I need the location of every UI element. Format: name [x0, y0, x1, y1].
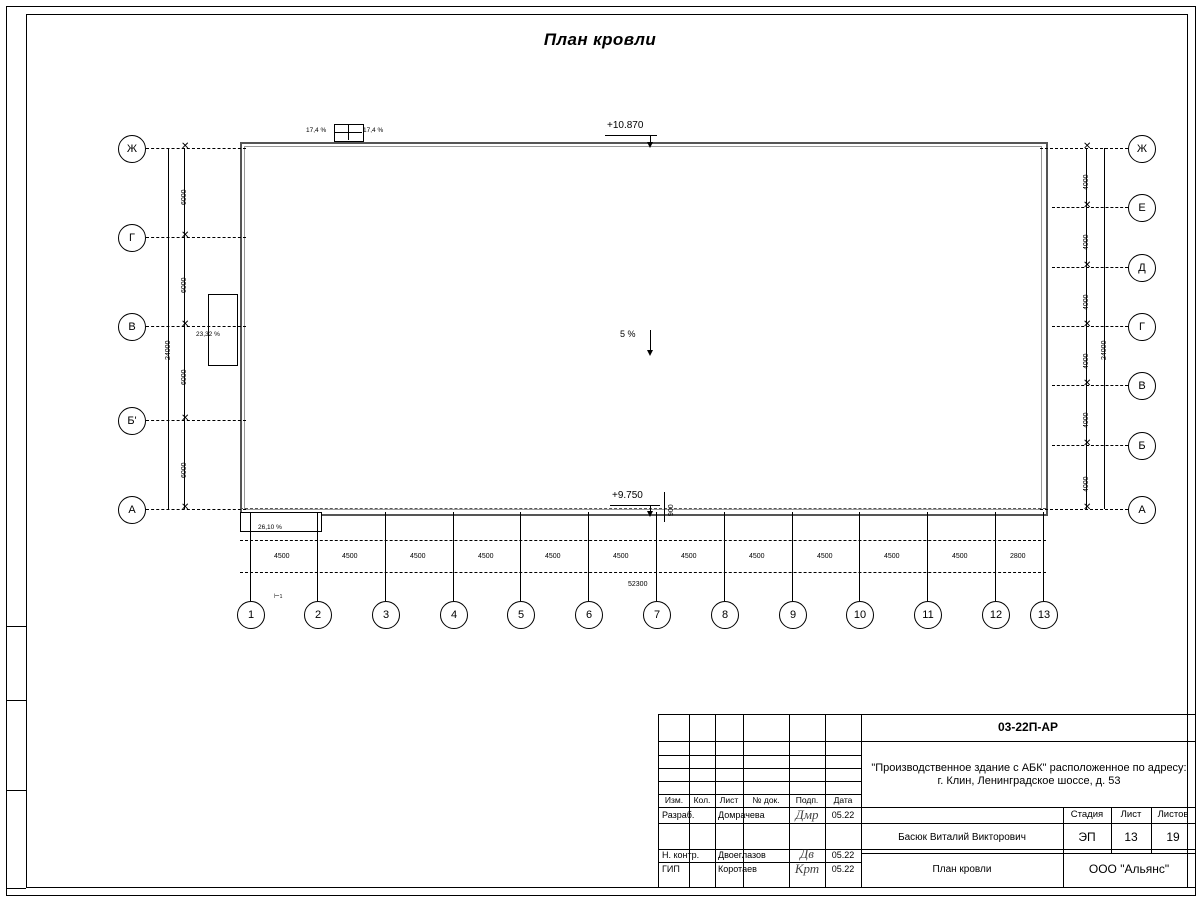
stamp-company: ООО "Альянс"	[1088, 862, 1170, 877]
slope-arrow-head	[647, 350, 653, 356]
stamp-name-0: Домрачева	[718, 809, 765, 820]
stamp-role-0: Разраб.	[662, 809, 695, 820]
axis-bubble-bottom-3: 3	[372, 601, 400, 629]
stamp-object-line1: "Производственное здание с АБК" расположенное по адресу:	[871, 762, 1187, 775]
stamp-date-2: 05.22	[831, 863, 855, 874]
axis-bubble-right-2: Е	[1128, 194, 1156, 222]
dim-tick-r1: ✕	[1083, 141, 1092, 152]
axis-ext-6	[588, 512, 589, 601]
dim-tick-l5: ✕	[181, 502, 190, 513]
dim-bottom-9: 4500	[817, 553, 833, 560]
stamp-role-1: Н. контр.	[662, 850, 700, 861]
axis-ext-5	[520, 512, 521, 601]
roof-inner-outline	[244, 146, 1042, 510]
axis-line-left-2	[146, 237, 246, 238]
axis-bubble-bottom-10: 10	[846, 601, 874, 629]
axis-ext-4	[453, 512, 454, 601]
title-block	[658, 714, 1196, 888]
page-title: План кровли	[543, 30, 657, 49]
stamp-date-0: 05.22	[831, 809, 855, 820]
axis-ext-13	[1043, 512, 1044, 601]
axis-bubble-left-2: Г	[118, 224, 146, 252]
dim-right-5: 4000	[1083, 412, 1090, 428]
dim-bottom-2: 4500	[342, 553, 358, 560]
axis-ext-1	[250, 512, 251, 601]
dim-left-1: 6000	[181, 189, 188, 205]
stamp-role-2: ГИП	[662, 863, 680, 874]
dim-tick-r6: ✕	[1083, 438, 1092, 449]
stamp-header-list: Лист	[719, 794, 739, 805]
stamp-header-podp: Подп.	[795, 794, 819, 805]
stamp-sign-0: Дмр	[795, 806, 819, 822]
axis-bubble-bottom-7: 7	[643, 601, 671, 629]
stamp-date-1: 05.22	[831, 850, 855, 861]
dim-bottom-11: 4500	[952, 553, 968, 560]
axis-line-left-4	[146, 420, 246, 421]
elevation-mark-top: +10.870	[607, 120, 644, 131]
dim-bottom-1: 4500	[274, 553, 290, 560]
stamp-hline-1	[659, 741, 1195, 742]
stamp-header-izm: Изм.	[664, 794, 684, 805]
elevation-top-arrow	[647, 142, 653, 148]
axis-bubble-right-3: Д	[1128, 254, 1156, 282]
dim-tick-l3: ✕	[181, 319, 190, 330]
dim-900: 900	[668, 504, 675, 516]
axis-bubble-bottom-1: 1	[237, 601, 265, 629]
left-canopy-box	[208, 294, 238, 366]
axis-line-left-5	[146, 509, 246, 510]
stamp-header-doc: № док.	[752, 794, 780, 805]
dim-bottom-12: 2800	[1010, 553, 1026, 560]
axis-line-left-1	[146, 148, 246, 149]
slope-label-2: 17,4 %	[363, 127, 384, 134]
dim-right-4: 4000	[1083, 353, 1090, 369]
dim-900-line	[664, 492, 665, 522]
slope-label-main: 5 %	[620, 329, 636, 339]
axis-bubble-bottom-8: 8	[711, 601, 739, 629]
dim-tick-l1: ✕	[181, 141, 190, 152]
dim-left-total: 24000	[165, 340, 172, 360]
dim-chain-left-outer	[168, 148, 169, 509]
dim-right-3: 4000	[1083, 294, 1090, 310]
dim-tick-r3: ✕	[1083, 260, 1092, 271]
axis-bubble-right-6: Б	[1128, 432, 1156, 460]
dim-right-1: 4000	[1083, 174, 1090, 190]
axis-bubble-left-4: Б'	[118, 407, 146, 435]
axis-bubble-right-1: Ж	[1128, 135, 1156, 163]
dim-bottom-5: 4500	[545, 553, 561, 560]
stamp-sheet-title: План кровли	[932, 864, 992, 876]
axis-bubble-left-5: А	[118, 496, 146, 524]
axis-bubble-right-5: В	[1128, 372, 1156, 400]
dim-bottom-6: 4500	[613, 553, 629, 560]
slope-label-1: 17,4 %	[306, 127, 327, 134]
stamp-name-2: Коротаев	[718, 863, 757, 874]
dim-chain-bottom-upper	[240, 540, 1046, 541]
stamp-sign-2: Крт	[794, 860, 820, 876]
dim-tick-r5: ✕	[1083, 378, 1092, 389]
axis-bubble-bottom-11: 11	[914, 601, 942, 629]
stamp-list-header: Лист	[1120, 808, 1142, 820]
axis-ext-7	[656, 512, 657, 601]
slope-arrow-line	[650, 330, 651, 352]
axis-bubble-bottom-9: 9	[779, 601, 807, 629]
dim-chain-bottom-lower	[240, 572, 1046, 573]
axis-line-left-3	[146, 326, 246, 327]
slope-label-4: 26,10 %	[258, 524, 282, 531]
dim-left-4: 6000	[181, 462, 188, 478]
axis-bubble-bottom-13: 13	[1030, 601, 1058, 629]
stamp-list-value: 13	[1124, 830, 1138, 845]
section-mark-1: ⊢1	[274, 593, 283, 600]
axis-bubble-bottom-2: 2	[304, 601, 332, 629]
elevation-bottom-arrow	[647, 511, 653, 517]
stamp-code: 03-22П-АР	[998, 720, 1058, 735]
stamp-stage-value: ЭП	[1078, 830, 1096, 845]
dim-right-6: 4000	[1083, 476, 1090, 492]
axis-ext-8	[724, 512, 725, 601]
dim-bottom-3: 4500	[410, 553, 426, 560]
stamp-object-line2: г. Клин, Ленинградское шоссе, д. 53	[937, 775, 1121, 787]
stamp-sign-1: Дв	[800, 845, 814, 861]
dim-tick-l2: ✕	[181, 230, 190, 241]
roof-light-divider-h	[334, 132, 362, 133]
axis-ext-12	[995, 512, 996, 601]
axis-bubble-left-1: Ж	[118, 135, 146, 163]
stamp-name-1: Двоеглазов	[718, 850, 766, 861]
slope-label-3: 23,32 %	[196, 331, 220, 338]
elevation-bottom-underline	[610, 505, 660, 506]
stamp-header-data: Дата	[833, 794, 853, 805]
axis-ext-9	[792, 512, 793, 601]
axis-bubble-left-3: В	[118, 313, 146, 341]
axis-bubble-right-7: А	[1128, 496, 1156, 524]
roof-light-box	[334, 124, 364, 142]
stamp-lists-value: 19	[1166, 830, 1180, 845]
dim-tick-r7: ✕	[1083, 502, 1092, 513]
dim-tick-l4: ✕	[181, 413, 190, 424]
axis-bubble-bottom-4: 4	[440, 601, 468, 629]
axis-ext-3	[385, 512, 386, 601]
axis-bubble-bottom-12: 12	[982, 601, 1010, 629]
axis-bubble-bottom-6: 6	[575, 601, 603, 629]
axis-bubble-right-4: Г	[1128, 313, 1156, 341]
elevation-mark-bottom: +9.750	[612, 490, 643, 501]
dim-left-2: 6000	[181, 277, 188, 293]
stamp-stage-header: Стадия	[1070, 808, 1104, 820]
ridge-line-a	[240, 508, 1046, 509]
dim-bottom-8: 4500	[749, 553, 765, 560]
axis-ext-11	[927, 512, 928, 601]
stamp-customer: Басюк Виталий Викторович	[898, 832, 1026, 844]
dim-right-total: 24000	[1101, 340, 1108, 360]
stamp-lists-header: Листов	[1157, 808, 1189, 820]
dim-bottom-total: 52300	[628, 581, 648, 588]
dim-bottom-7: 4500	[681, 553, 697, 560]
dim-bottom-4: 4500	[478, 553, 494, 560]
dim-chain-right-outer	[1104, 148, 1105, 509]
dim-tick-r2: ✕	[1083, 200, 1092, 211]
dim-right-2: 4000	[1083, 234, 1090, 250]
stamp-header-kol: Кол.	[693, 794, 711, 805]
dim-bottom-10: 4500	[884, 553, 900, 560]
axis-ext-2	[317, 512, 318, 601]
axis-bubble-bottom-5: 5	[507, 601, 535, 629]
dim-left-3: 6000	[181, 369, 188, 385]
dim-tick-r4: ✕	[1083, 319, 1092, 330]
axis-ext-10	[859, 512, 860, 601]
